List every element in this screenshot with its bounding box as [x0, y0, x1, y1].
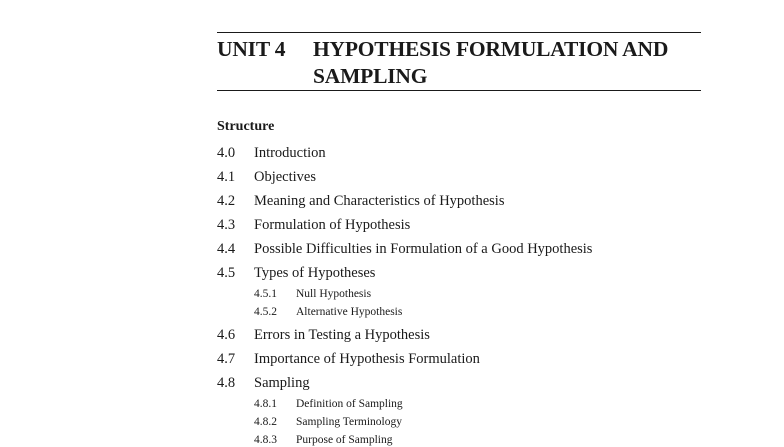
toc-number: 4.4 [217, 241, 236, 257]
unit-title: HYPOTHESIS FORMULATION AND SAMPLING [313, 37, 669, 88]
toc-title: Meaning and Characteristics of Hypothesis [254, 193, 505, 209]
toc-title: Possible Difficulties in Formulation of a Good Hypothesis [254, 241, 593, 257]
toc-title: Sampling Terminology [296, 416, 402, 428]
toc-number: 4.8.3 [254, 434, 277, 446]
heading-bottom-rule [217, 90, 701, 91]
unit-label: UNIT 4 [217, 37, 286, 61]
toc-number: 4.5.1 [254, 288, 277, 300]
document-page [217, 0, 701, 446]
toc-title: Introduction [254, 145, 326, 161]
toc-number: 4.0 [217, 145, 236, 161]
toc-title: Alternative Hypothesis [296, 306, 403, 318]
toc-title: Importance of Hypothesis Formulation [254, 351, 480, 367]
toc-number: 4.8 [217, 375, 236, 391]
structure-label: Structure [217, 119, 275, 134]
toc-number: 4.8.2 [254, 416, 277, 428]
heading-top-rule [217, 32, 701, 33]
toc-title: Sampling [254, 375, 310, 391]
toc-title: Errors in Testing a Hypothesis [254, 327, 430, 343]
toc-title: Formulation of Hypothesis [254, 217, 411, 233]
toc-number: 4.5 [217, 265, 236, 281]
toc-number: 4.3 [217, 217, 236, 233]
toc-number: 4.6 [217, 327, 236, 343]
toc-number: 4.1 [217, 169, 236, 185]
toc-title: Objectives [254, 169, 317, 185]
toc-title: Definition of Sampling [296, 398, 403, 410]
toc-number: 4.5.2 [254, 306, 277, 318]
toc-title: Purpose of Sampling [296, 434, 393, 446]
toc-number: 4.2 [217, 193, 236, 209]
toc-number: 4.7 [217, 351, 236, 367]
toc-title: Null Hypothesis [296, 288, 372, 300]
toc-number: 4.8.1 [254, 398, 277, 410]
toc-title: Types of Hypotheses [254, 265, 376, 281]
